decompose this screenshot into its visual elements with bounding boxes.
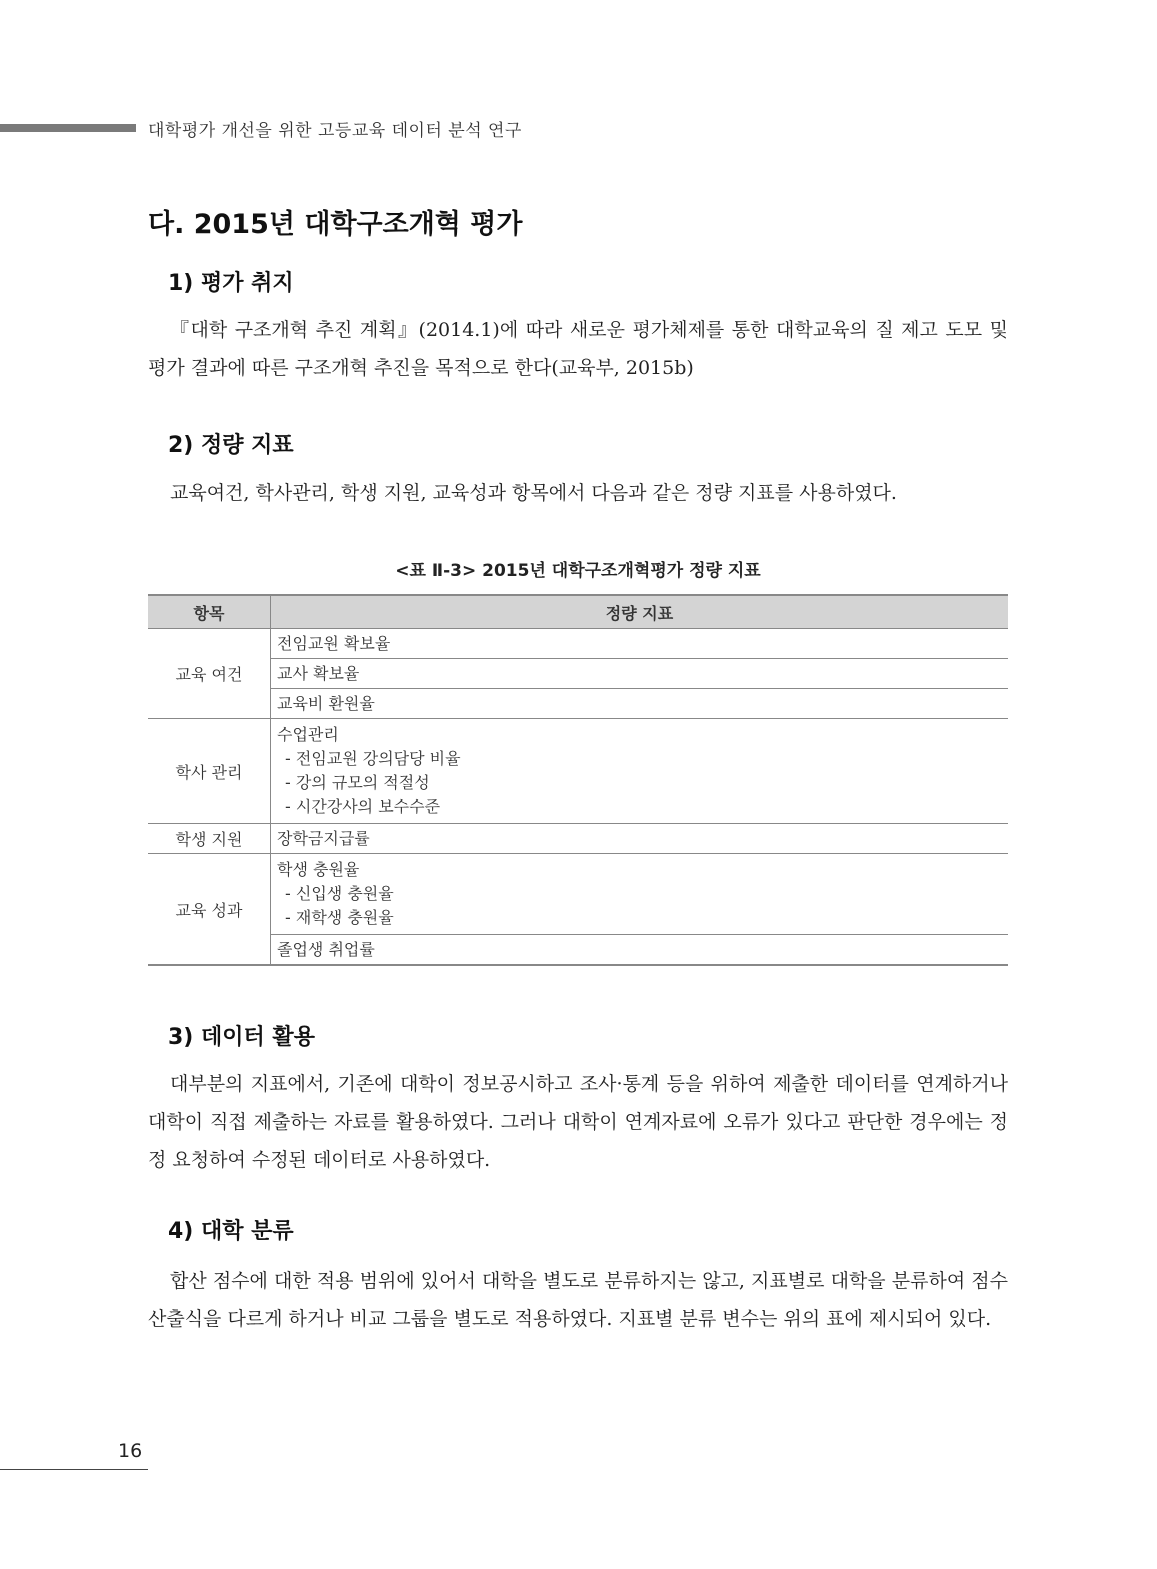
table-caption: <표 Ⅱ-3> 2015년 대학구조개혁평가 정량 지표	[395, 561, 761, 581]
footer-line	[0, 1469, 148, 1470]
paragraph-classification: 합산 점수에 대한 적용 범위에 있어서 대학을 별도로 분류하지는 않고, 지표별로 대학을 분류하여 점수 산출식을 다르게 하거나 비교 그룹을 별도로 적용하였다. 지표별 분류 변수는 위의 표에 제시되어 있다.	[148, 1270, 1008, 1330]
category-cell: 학생 지원	[148, 824, 271, 854]
indicator-line: - 전임교원 강의담당 비율	[285, 749, 461, 768]
indicator-cell	[271, 719, 1009, 824]
indicator-line: 학생 충원율	[277, 860, 360, 879]
indicator-line: - 재학생 충원율	[285, 908, 394, 927]
indicator-table	[148, 594, 1008, 966]
indicator-cell: 교사 확보율	[271, 659, 1009, 689]
table-row	[148, 824, 1008, 854]
table-header-row	[148, 595, 1008, 629]
indicator-line: - 강의 규모의 적절성	[285, 773, 430, 792]
category-cell: 교육 성과	[148, 854, 271, 966]
table-row	[148, 659, 1008, 689]
indicator-cell: 전임교원 확보율	[271, 629, 1009, 659]
indicator-cell	[271, 854, 1009, 935]
indicator-line: 수업관리	[277, 725, 339, 744]
subsection-title-classification: 4) 대학 분류	[168, 1219, 294, 1244]
table-row	[148, 854, 1008, 935]
indicator-cell: 장학금지급률	[271, 824, 1009, 854]
header-indicator: 정량 지표	[271, 595, 1009, 629]
paragraph-purpose: 『대학 구조개혁 추진 계획』(2014.1)에 따라 새로운 평가체제를 통한 대학교육의 질 제고 도모 및 평가 결과에 따른 구조개혁 추진을 목적으로 한다(교육부, 2015b)	[148, 319, 1008, 379]
table-row	[148, 629, 1008, 659]
category-cell: 학사 관리	[148, 719, 271, 824]
indicator-cell: 졸업생 취업률	[271, 935, 1009, 966]
paragraph-indicators: 교육여건, 학사관리, 학생 지원, 교육성과 항목에서 다음과 같은 정량 지표를 사용하였다.	[170, 482, 897, 504]
subsection-title-data-usage: 3) 데이터 활용	[168, 1025, 315, 1050]
table-row	[148, 719, 1008, 824]
table-row	[148, 935, 1008, 966]
page-number: 16	[118, 1440, 143, 1462]
table-row	[148, 689, 1008, 719]
paragraph-data-usage: 대부분의 지표에서, 기존에 대학이 정보공시하고 조사·통계 등을 위하여 제출한 데이터를 연계하거나 대학이 직접 제출하는 자료를 활용하였다. 그러나 대학이 연계자료에 오류가 있다고 판단한 경우에는 정정 요청하여 수정된 데이터로 사용하였다.	[148, 1073, 1008, 1171]
indicator-line: - 시간강사의 보수수준	[285, 797, 441, 816]
running-title: 대학평가 개선을 위한 고등교육 데이터 분석 연구	[148, 121, 522, 141]
indicator-line: - 신입생 충원율	[285, 884, 394, 903]
section-title: 다. 2015년 대학구조개혁 평가	[148, 209, 523, 240]
subsection-title-purpose: 1) 평가 취지	[168, 271, 294, 296]
subsection-title-indicators: 2) 정량 지표	[168, 433, 294, 458]
header-category: 항목	[148, 595, 271, 629]
header-bar	[0, 124, 136, 132]
indicator-cell: 교육비 환원율	[271, 689, 1009, 719]
category-cell: 교육 여건	[148, 629, 271, 719]
